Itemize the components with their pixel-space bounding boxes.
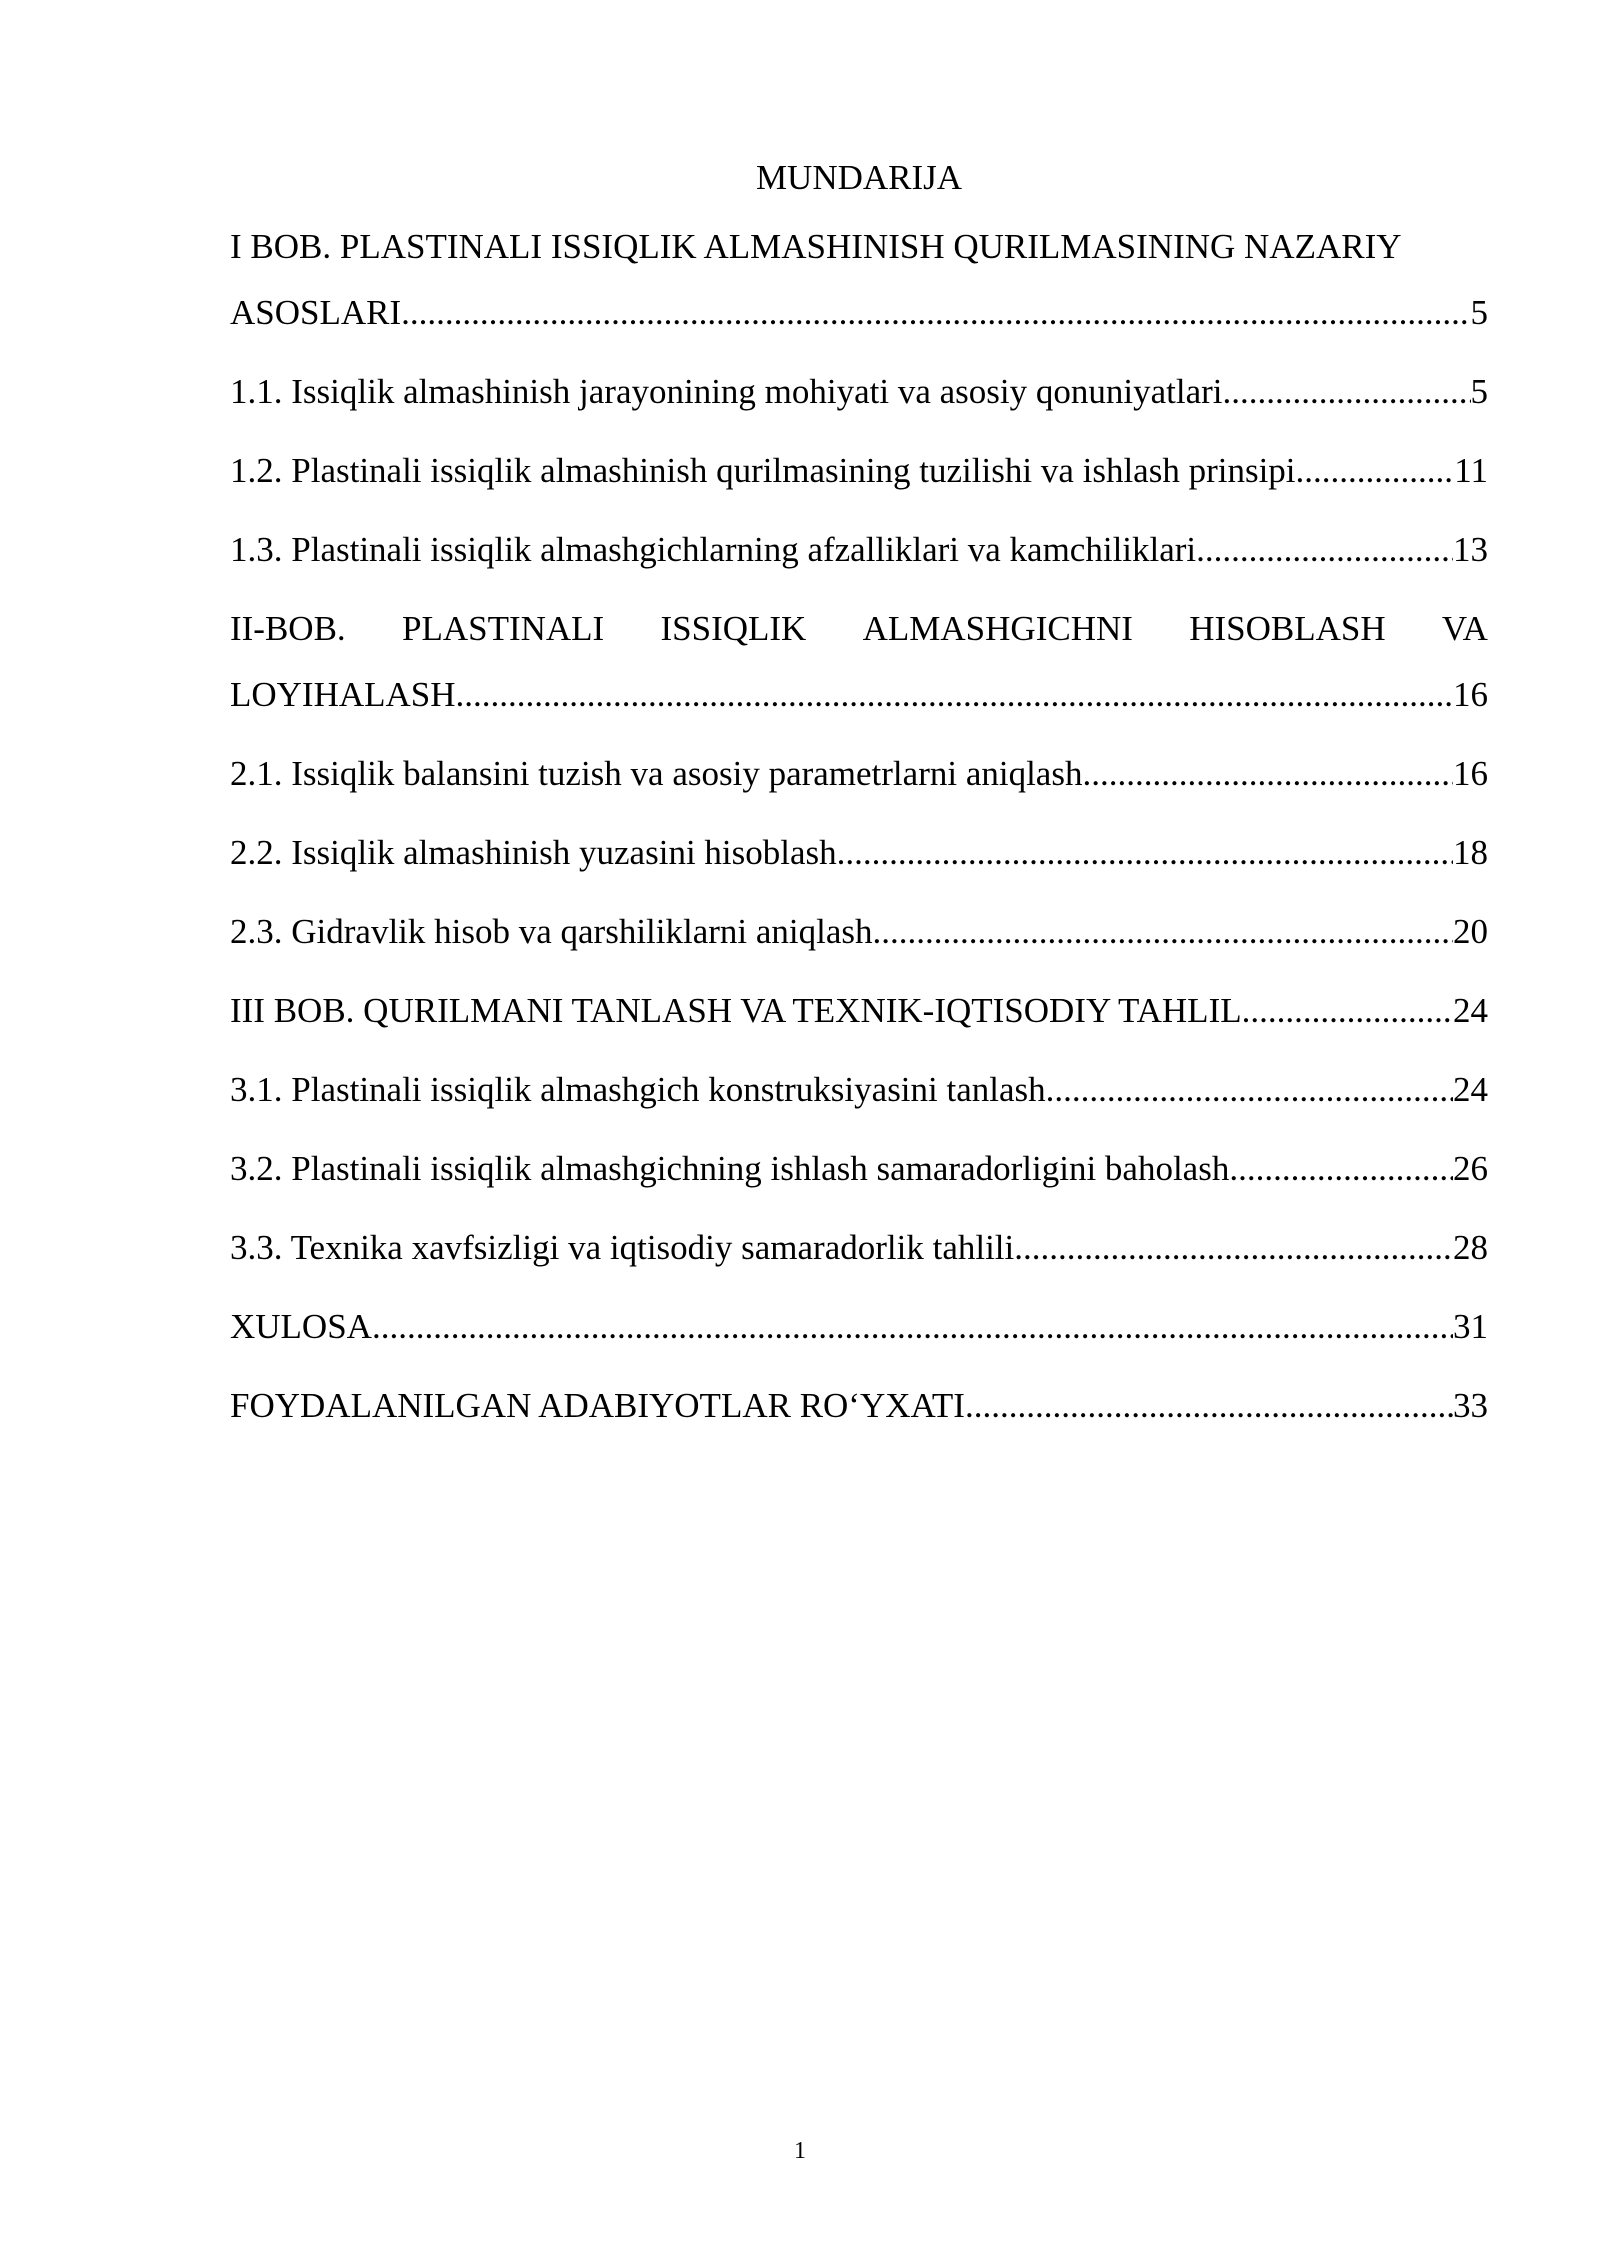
toc-page-number: 16 (1453, 675, 1488, 714)
toc-entry-section-3-3[interactable] (230, 1215, 1488, 1281)
toc-page-number: 28 (1453, 1228, 1488, 1267)
toc-title: MUNDARIJA (755, 158, 963, 197)
toc-word: II-BOB. (230, 609, 346, 648)
dot-leader (1229, 1136, 1453, 1202)
toc-entry-chapter-2-title-line2: LOYIHALASH (230, 675, 456, 714)
toc-entry-text: 1.1. Issiqlik almashinish jarayonining mohiyati va asosiy qonuniyatlari (230, 372, 1223, 411)
toc-page-number: 33 (1453, 1386, 1488, 1425)
dot-leader (1082, 741, 1453, 807)
toc-entry-section-1-1[interactable] (230, 359, 1488, 425)
dot-leader (873, 899, 1453, 965)
toc-entry-chapter-1-line1 (230, 214, 1488, 280)
toc-entry-text: 3.1. Plastinali issiqlik almashgich konstruksiyasini tanlash (230, 1070, 1046, 1109)
toc-entry-chapter-2[interactable] (230, 596, 1488, 728)
toc-entry-text: FOYDALANILGAN ADABIYOTLAR RO‘YXATI (230, 1386, 965, 1425)
toc-entry-text: 2.1. Issiqlik balansini tuzish va asosiy parametrlarni aniqlash (230, 754, 1083, 793)
dot-leader (1242, 978, 1453, 1044)
toc-page-number: 16 (1453, 754, 1488, 793)
toc-page-number: 31 (1453, 1307, 1488, 1346)
toc-page-number: 5 (1470, 372, 1488, 411)
dot-leader (372, 1294, 1453, 1360)
toc-entry-conclusion[interactable] (230, 1294, 1488, 1360)
dot-leader (1046, 1057, 1453, 1123)
toc-entry-section-2-1[interactable] (230, 741, 1488, 807)
dot-leader (1296, 438, 1455, 504)
toc-entry-chapter-1-title-line1: I BOB. PLASTINALI ISSIQLIK ALMASHINISH QURILMASINING NAZARIY (230, 227, 1402, 266)
toc-entry-section-1-2[interactable] (230, 438, 1488, 504)
dot-leader (1223, 359, 1471, 425)
toc-page-number: 26 (1453, 1149, 1488, 1188)
dot-leader (1196, 517, 1453, 583)
dot-leader (837, 820, 1453, 886)
toc-page-number: 13 (1453, 530, 1488, 569)
toc-entry-section-3-1[interactable] (230, 1057, 1488, 1123)
toc-entry-text: 2.3. Gidravlik hisob va qarshiliklarni aniqlash (230, 912, 873, 951)
toc-entry-section-1-3[interactable] (230, 517, 1488, 583)
dot-leader (965, 1373, 1453, 1439)
toc-entry-chapter-1-line2 (230, 280, 1488, 346)
toc-word: PLASTINALI (401, 609, 605, 648)
toc-entry-text: III BOB. QURILMANI TANLASH VA TEXNIK-IQTISODIY TAHLIL (230, 991, 1242, 1030)
toc-entry-chapter-3[interactable] (230, 978, 1488, 1044)
toc-word: ISSIQLIK (660, 609, 807, 648)
toc-page-number: 24 (1453, 991, 1488, 1030)
toc-entry-references[interactable] (230, 1373, 1488, 1439)
toc-page-number: 24 (1453, 1070, 1488, 1109)
toc-entry-text: 2.2. Issiqlik almashinish yuzasini hisoblash (230, 833, 837, 872)
toc-word: VA (1441, 609, 1488, 648)
toc-page-number: 18 (1453, 833, 1488, 872)
toc-entry-chapter-2-line2 (230, 662, 1488, 728)
toc-entry-chapter-2-line1 (230, 596, 1488, 662)
dot-leader (1014, 1215, 1453, 1281)
toc-word: ALMASHGICHNI (862, 609, 1133, 648)
dot-leader (456, 662, 1453, 728)
dot-leader (401, 280, 1470, 346)
toc-entry-chapter-1[interactable] (230, 214, 1488, 346)
toc-page-number: 20 (1453, 912, 1488, 951)
toc-entry-text: 3.2. Plastinali issiqlik almashgichning ishlash samaradorligini baholash (230, 1149, 1230, 1188)
toc-entry-section-3-2[interactable] (230, 1136, 1488, 1202)
toc-entry-text: 1.3. Plastinali issiqlik almashgichlarning afzalliklari va kamchiliklari (230, 530, 1197, 569)
toc-word: HISOBLASH (1189, 609, 1386, 648)
page-number: 1 (794, 2138, 806, 2164)
toc-entry-section-2-3[interactable] (230, 899, 1488, 965)
toc-entry-text: 3.3. Texnika xavfsizligi va iqtisodiy samaradorlik tahlili (230, 1228, 1015, 1267)
toc-entry-text: XULOSA (230, 1307, 372, 1346)
table-of-contents (230, 150, 1488, 1452)
toc-entry-text: 1.2. Plastinali issiqlik almashinish qurilmasining tuzilishi va ishlash prinsipi (230, 451, 1296, 490)
toc-entry-section-2-2[interactable] (230, 820, 1488, 886)
toc-entry-chapter-1-title-line2: ASOSLARI (230, 293, 402, 332)
toc-page-number: 11 (1454, 451, 1488, 490)
toc-page-number: 5 (1470, 293, 1488, 332)
